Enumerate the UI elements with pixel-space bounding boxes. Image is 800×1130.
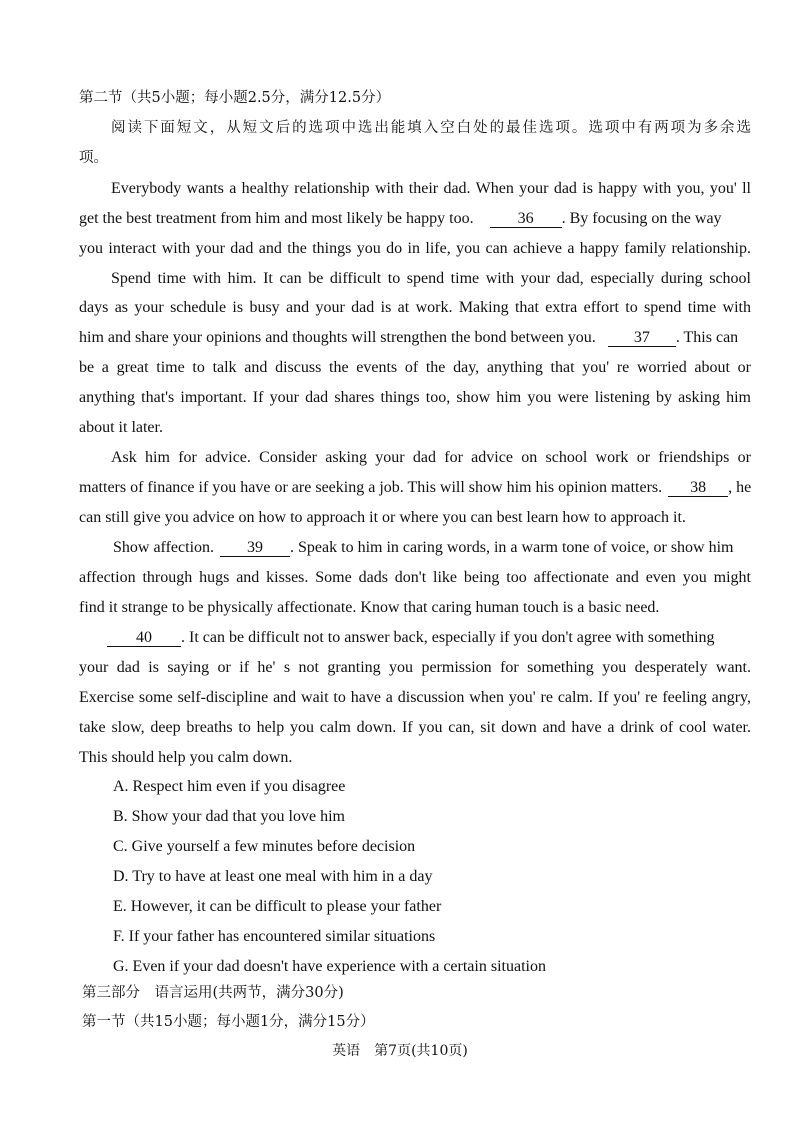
instruction-line: 项。 (79, 150, 108, 166)
passage-text: him and share your opinions and thoughts will strengthen the bond between you. (79, 329, 596, 346)
passage-line: your dad is saying or if he' s not granting you permission for something you desperately want. (79, 659, 751, 676)
instruction-line: 阅读下面短文，从短文后的选项中选出能填入空白处的最佳选项。选项中有两项为多余选 (111, 120, 751, 136)
option-f: F. If your father has encountered similar situations (113, 928, 436, 945)
blank-37: 37 (608, 329, 676, 347)
passage-line: be a great time to talk and discuss the events of the day, anything that you' re worried about or (79, 359, 751, 376)
passage-line: Ask him for advice. Consider asking your dad for advice on school work or friendships or (111, 449, 751, 466)
passage-line: days as your schedule is busy and your dad is at work. Making that extra effort to spend time with (79, 299, 751, 316)
passage-line: find it strange to be physically affectionate. Know that caring human touch is a basic need. (79, 599, 660, 616)
page-footer: 英语 第7页(共10页) (332, 1043, 468, 1059)
passage-line: you interact with your dad and the things you do in life, you can achieve a happy family relationship. (79, 240, 751, 257)
passage-text: matters of finance if you have or are seeking a job. This will show him his opinion matters. (79, 479, 663, 496)
passage-text: Show affection. (113, 539, 215, 556)
passage-line (107, 628, 751, 648)
passage-text: . This can (675, 329, 739, 346)
option-c: C. Give yourself a few minutes before decision (113, 838, 416, 855)
option-g: G. Even if your dad doesn't have experience with a certain situation (113, 958, 546, 975)
passage-text: . Speak to him in caring words, in a warm tone of voice, or show him (290, 539, 734, 556)
passage-text: . It can be difficult not to answer back, especially if you don't agree with something (181, 629, 715, 646)
option-e: E. However, it can be difficult to please your father (113, 898, 442, 915)
passage-line: Everybody wants a healthy relationship with their dad. When your dad is happy with you, you' ll (111, 180, 751, 197)
passage-line (79, 328, 751, 348)
passage-line (113, 538, 751, 558)
blank-39: 39 (220, 539, 290, 557)
blank-38: 38 (668, 479, 728, 497)
blank-40: 40 (107, 629, 181, 647)
passage-line: Spend time with him. It can be difficult to spend time with your dad, especially during school (111, 270, 751, 287)
passage-text: get the best treatment from him and most likely be happy too. (79, 210, 474, 227)
option-b: B. Show your dad that you love him (113, 808, 345, 825)
part-title: 第三部分 语言运用(共两节，满分30分) (82, 985, 344, 1001)
section-title: 第一节（共15小题；每小题1分，满分15分） (82, 1014, 375, 1030)
passage-line: anything that's important. If your dad shares things too, show him you were listening by asking him (79, 389, 751, 406)
passage-text: , he (728, 479, 752, 496)
section-title: 第二节（共5小题；每小题2.5分，满分12.5分） (79, 90, 391, 106)
passage-line: Exercise some self-discipline and wait to have a discussion when you' re calm. If you' re feeling angry, (79, 689, 751, 706)
passage-line: This should help you calm down. (79, 749, 293, 766)
option-a: A. Respect him even if you disagree (113, 778, 346, 795)
passage-text: . By focusing on the way (561, 210, 722, 227)
passage-line: about it later. (79, 419, 163, 436)
passage-line (79, 478, 751, 498)
blank-36: 36 (490, 210, 562, 228)
passage-line (79, 209, 751, 229)
passage-line: can still give you advice on how to approach it or where you can best learn how to approach it. (79, 509, 686, 526)
option-d: D. Try to have at least one meal with him in a day (113, 868, 433, 885)
passage-line: affection through hugs and kisses. Some dads don't like being too affectionate and even you might (79, 569, 751, 586)
passage-line: take slow, deep breaths to help you calm down. If you can, sit down and have a drink of cool water. (79, 719, 751, 736)
